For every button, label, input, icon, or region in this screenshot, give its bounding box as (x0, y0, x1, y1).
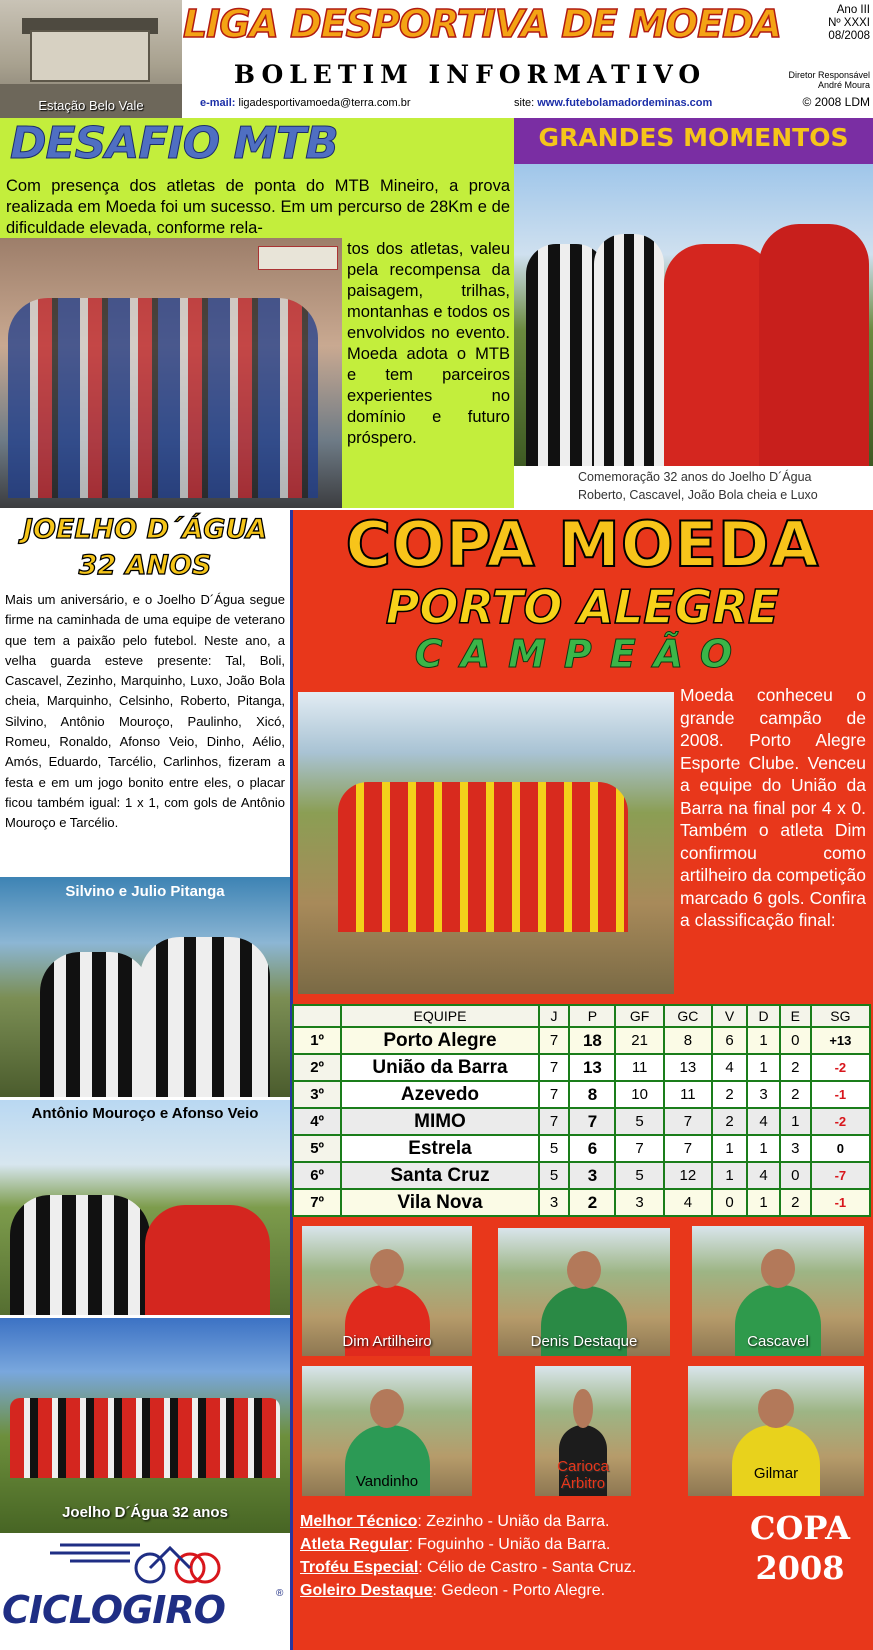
row-v: 1 (712, 1135, 747, 1162)
row-sg: -2 (811, 1108, 870, 1135)
row-sg: -2 (811, 1054, 870, 1081)
joelho-title-line1: JOELHO D´ÁGUA (22, 514, 268, 545)
col-gf: GF (615, 1005, 663, 1027)
photo-silvino-julio (0, 877, 290, 1097)
col-pos (293, 1005, 341, 1027)
gm-caption-line2: Roberto, Cascavel, João Bola cheia e Luxo (578, 488, 818, 502)
row-gf: 11 (615, 1054, 663, 1081)
row-team: MIMO (341, 1108, 538, 1135)
row-position: 3º (293, 1081, 341, 1108)
copyright: © 2008 LDM (802, 95, 870, 109)
row-v: 2 (712, 1081, 747, 1108)
col-team: EQUIPE (341, 1005, 538, 1027)
standings-row (293, 1189, 870, 1216)
player-jersey (732, 1425, 820, 1497)
station-caption: Estação Belo Vale (38, 98, 144, 113)
row-position: 2º (293, 1054, 341, 1081)
player-caption: Cascavel (747, 1333, 809, 1350)
award-label: Melhor Técnico (300, 1513, 418, 1530)
row-j: 7 (539, 1054, 570, 1081)
standings-row (293, 1135, 870, 1162)
bicycle-icon (0, 1533, 290, 1593)
row-points: 2 (569, 1189, 615, 1216)
row-d: 1 (747, 1189, 780, 1216)
row-e: 0 (780, 1162, 811, 1189)
issue-number: Nº XXXI (828, 17, 870, 29)
row-gf: 21 (615, 1027, 663, 1054)
row-j: 7 (539, 1027, 570, 1054)
photo-silvino-caption: Silvino e Julio Pitanga (65, 883, 225, 900)
champion-team-photo (298, 692, 674, 994)
row-gf: 5 (615, 1162, 663, 1189)
photo-joelho-team (0, 1318, 290, 1533)
row-gc: 4 (664, 1189, 712, 1216)
standings-row (293, 1054, 870, 1081)
row-points: 13 (569, 1054, 615, 1081)
award-item (300, 1579, 730, 1602)
copa-title: COPA MOEDA (345, 508, 820, 581)
row-j: 5 (539, 1135, 570, 1162)
row-e: 2 (780, 1054, 811, 1081)
player-photo (688, 1366, 864, 1496)
site-label: site: (514, 97, 538, 109)
row-gf: 10 (615, 1081, 663, 1108)
player-photo (302, 1226, 472, 1356)
row-team: Estrela (341, 1135, 538, 1162)
copa-text: Moeda conheceu o grande campão de 2008. Porto Alegre Esporte Clube. Venceu a equipe do União da Barra na final por 4 x 0. Também o atleta Dim confirmou como artilheiro da competição marcado 6 gols. Confira a classificação final: (680, 685, 866, 930)
mtb-title: DESAFIO MTB (10, 118, 338, 169)
email-address[interactable]: ligadesportivamoeda@terra.com.br (238, 97, 411, 109)
joelho-title-line2: 32 ANOS (78, 550, 212, 581)
row-gc: 8 (664, 1027, 712, 1054)
player-caption: Dim Artilheiro (342, 1333, 432, 1350)
issue-year: Ano III (836, 4, 870, 16)
row-position: 1º (293, 1027, 341, 1054)
row-sg: +13 (811, 1027, 870, 1054)
row-e: 3 (780, 1135, 811, 1162)
standings-row (293, 1162, 870, 1189)
col-sg: SG (811, 1005, 870, 1027)
row-d: 4 (747, 1108, 780, 1135)
issue-date: 08/2008 (828, 30, 870, 42)
row-gc: 7 (664, 1108, 712, 1135)
copa-badge-line1: COPA (750, 1509, 850, 1547)
row-j: 3 (539, 1189, 570, 1216)
award-value: : Foguinho - União da Barra. (408, 1536, 611, 1553)
row-j: 5 (539, 1162, 570, 1189)
gm-caption-line1: Comemoração 32 anos do Joelho D´Água (578, 470, 812, 484)
row-v: 1 (712, 1162, 747, 1189)
director-name: André Moura (817, 80, 870, 90)
col-v: V (712, 1005, 747, 1027)
col-j: J (539, 1005, 570, 1027)
standings-table (292, 1004, 871, 1217)
col-d: D (747, 1005, 780, 1027)
row-j: 7 (539, 1108, 570, 1135)
col-p: P (569, 1005, 615, 1027)
row-d: 1 (747, 1027, 780, 1054)
row-v: 4 (712, 1054, 747, 1081)
photo-antonio-afonso (0, 1100, 290, 1315)
row-team: Azevedo (341, 1081, 538, 1108)
grandes-momentos-photo (514, 164, 873, 466)
row-d: 4 (747, 1162, 780, 1189)
awards-list (300, 1510, 730, 1602)
row-sg: -1 (811, 1081, 870, 1108)
photo-antonio-caption: Antônio Mouroço e Afonso Veio (31, 1105, 259, 1122)
award-item (300, 1510, 730, 1533)
row-v: 2 (712, 1108, 747, 1135)
row-points: 7 (569, 1108, 615, 1135)
row-position: 7º (293, 1189, 341, 1216)
row-points: 18 (569, 1027, 615, 1054)
player-caption: Denis Destaque (530, 1333, 638, 1350)
player-caption: Vandinho (355, 1473, 419, 1490)
standings-header-row (293, 1005, 870, 1027)
grandes-momentos-caption (514, 466, 873, 508)
row-v: 6 (712, 1027, 747, 1054)
row-j: 7 (539, 1081, 570, 1108)
player-photo (302, 1366, 472, 1496)
row-d: 1 (747, 1135, 780, 1162)
award-label: Atleta Regular (300, 1536, 409, 1553)
row-e: 0 (780, 1027, 811, 1054)
award-value: : Gedeon - Porto Alegre. (432, 1582, 606, 1599)
row-position: 5º (293, 1135, 341, 1162)
row-gf: 3 (615, 1189, 663, 1216)
league-title: LIGA DESPORTIVA DE MOEDA (182, 2, 782, 46)
row-e: 2 (780, 1189, 811, 1216)
player-photo (498, 1228, 670, 1356)
player-caption: Carioca Árbitro (557, 1458, 609, 1492)
joelho-title (0, 512, 290, 584)
photo-joelho-caption: Joelho D´Água 32 anos (62, 1504, 228, 1521)
champion-title: PORTO ALEGRE (385, 580, 780, 634)
row-points: 8 (569, 1081, 615, 1108)
mtb-text-top: Com presença dos atletas de ponta do MTB Mineiro, a prova realizada em Moeda foi um sucesso. Em um percurso de 28Km e de dificuldade elevada, conforme rela- (6, 177, 510, 237)
registered-mark: ® (276, 1588, 284, 1599)
mtb-text-side: tos dos atletas, valeu pela recompensa da paisagem, trilhas, montanhas e todos os envolvidos no evento. Moeda adota o MTB e tem parceiros experientes no domínio e futuro próspero. (347, 240, 510, 447)
col-gc: GC (664, 1005, 712, 1027)
award-item (300, 1533, 730, 1556)
row-sg: -1 (811, 1189, 870, 1216)
row-team: Porto Alegre (341, 1027, 538, 1054)
copa-2008-badge (735, 1508, 865, 1588)
row-gc: 7 (664, 1135, 712, 1162)
email-label: e-mail: (200, 97, 239, 109)
email-line (200, 97, 410, 109)
issue-box (770, 4, 870, 43)
row-e: 2 (780, 1081, 811, 1108)
row-sg: 0 (811, 1135, 870, 1162)
player-caption: Gilmar (753, 1465, 799, 1482)
row-gc: 12 (664, 1162, 712, 1189)
director-label: Diretor Responsável (788, 70, 870, 80)
award-label: Goleiro Destaque (300, 1582, 433, 1599)
row-e: 1 (780, 1108, 811, 1135)
standings-row (293, 1108, 870, 1135)
row-team: União da Barra (341, 1054, 538, 1081)
row-points: 6 (569, 1135, 615, 1162)
campeao-title: CAMPEÃO (414, 632, 751, 676)
row-gf: 5 (615, 1108, 663, 1135)
row-position: 4º (293, 1108, 341, 1135)
row-team: Vila Nova (341, 1189, 538, 1216)
grandes-momentos-title: GRANDES MOMENTOS (538, 123, 849, 152)
row-gf: 7 (615, 1135, 663, 1162)
row-sg: -7 (811, 1162, 870, 1189)
joelho-text: Mais um aniversário, e o Joelho D´Água segue firme na caminhada de uma equipe de veterano que tem a paixão pelo futebol. Neste ano, a velha guarda esteve presente: Tal, Boli, Cascavel, Zezinho, Marquinho, Luxo, João Bola cheia, Marquinho, Celsinho, Roberto, Pitanga, Silvino, Antônio Mouroço, Paulinho, Xicó, Romeu, Ronaldo, Afonso Veio, Dinho, Aélio, Amós, Eduardo, Tarcélio, Carlinhos, fizeram a festa e em um jogo bonito entre eles, o placar ficou também igual: 1 x 1, com gols de Antônio Mouroço e Tarcélio. (5, 592, 285, 831)
row-points: 3 (569, 1162, 615, 1189)
row-team: Santa Cruz (341, 1162, 538, 1189)
site-link[interactable]: www.futebolamadordeminas.com (537, 97, 713, 109)
mtb-photo (0, 238, 342, 508)
col-e: E (780, 1005, 811, 1027)
award-item (300, 1556, 730, 1579)
standings-row (293, 1081, 870, 1108)
standings-row (293, 1027, 870, 1054)
player-photo (535, 1366, 631, 1496)
bulletin-title: BOLETIM INFORMATIVO (233, 60, 707, 89)
award-value: : Célio de Castro - Santa Cruz. (418, 1559, 637, 1576)
copa-badge-line2: 2008 (755, 1549, 845, 1587)
row-d: 1 (747, 1054, 780, 1081)
award-value: : Zezinho - União da Barra. (417, 1513, 610, 1530)
row-v: 0 (712, 1189, 747, 1216)
row-gc: 11 (664, 1081, 712, 1108)
award-label: Troféu Especial (300, 1559, 419, 1576)
row-d: 3 (747, 1081, 780, 1108)
player-photo (692, 1226, 864, 1356)
director-box (755, 70, 870, 90)
row-gc: 13 (664, 1054, 712, 1081)
ciclogiro-wordmark: CICLOGIRO (2, 1588, 225, 1632)
site-line (514, 97, 712, 109)
row-position: 6º (293, 1162, 341, 1189)
